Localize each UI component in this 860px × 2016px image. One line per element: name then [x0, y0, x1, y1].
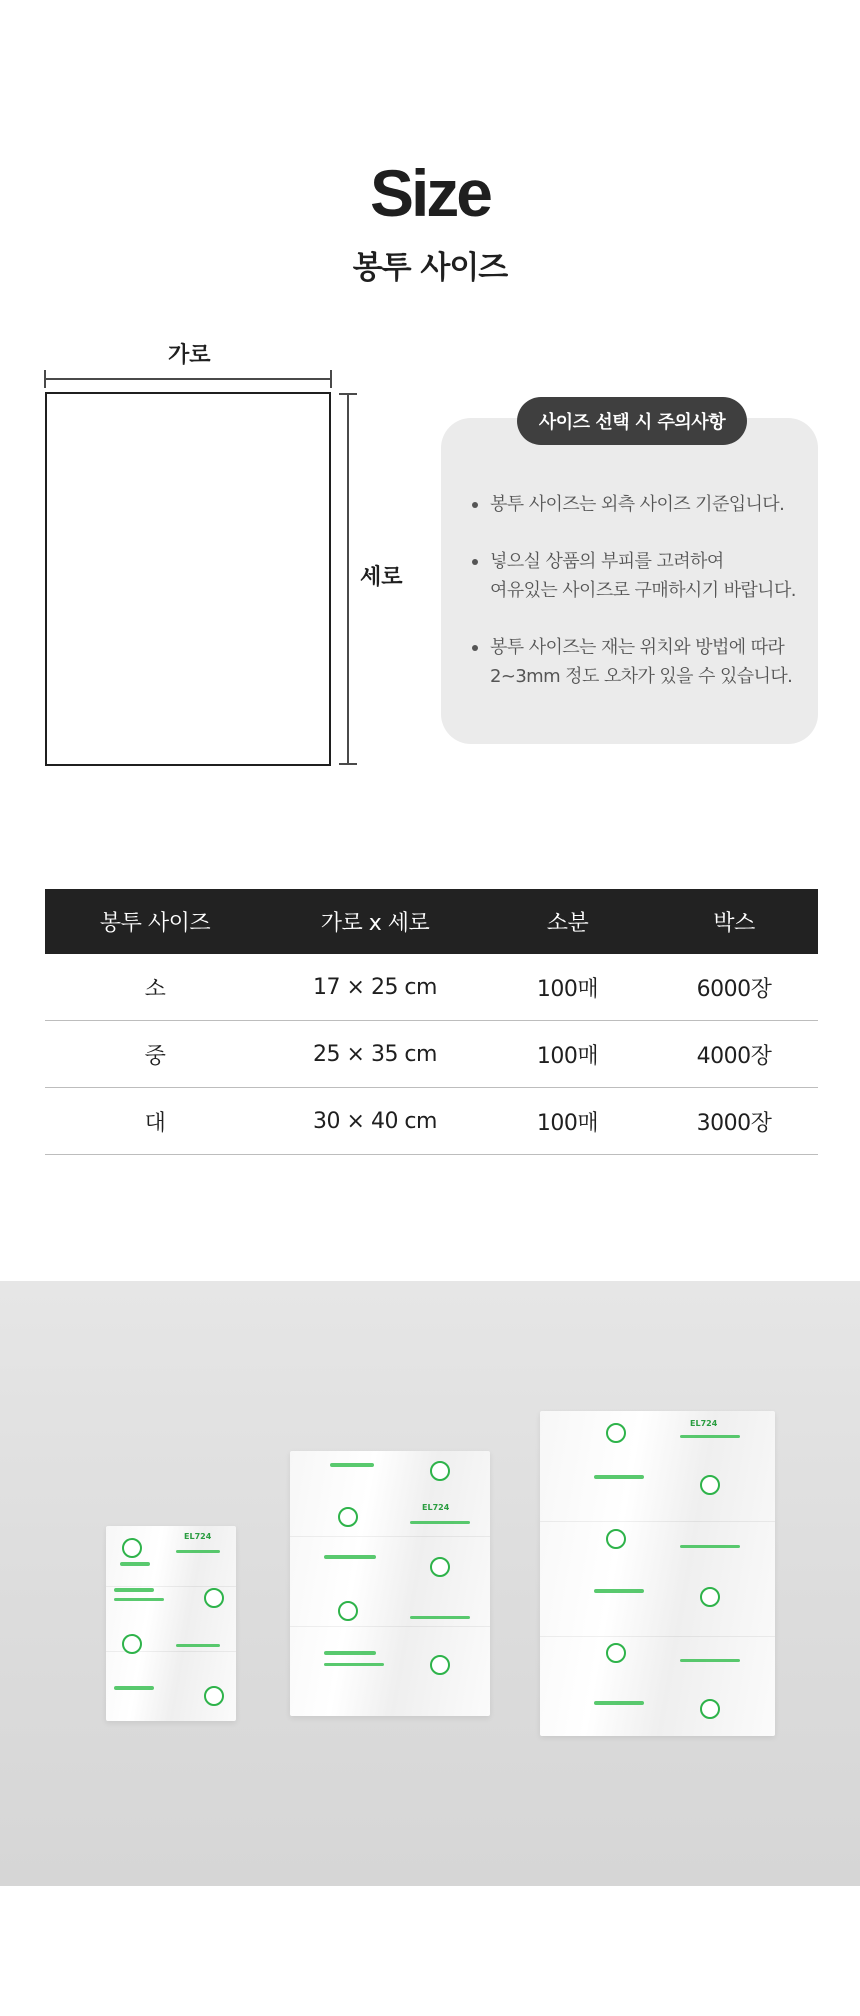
- width-label: 가로: [168, 343, 211, 368]
- leaf-mark-icon: [700, 1699, 720, 1719]
- recycle-mark-icon: [606, 1643, 626, 1663]
- table-cell: 30 × 40 cm: [265, 1088, 485, 1155]
- bag-small-image: [106, 1526, 236, 1721]
- recycle-mark-icon: [122, 1634, 142, 1654]
- table-header-cell: 가로 x 세로: [265, 889, 485, 954]
- recycle-mark-icon: [338, 1507, 358, 1527]
- table-cell: 100매: [485, 1021, 650, 1088]
- width-dimension-line: [44, 378, 332, 380]
- notice-list: [470, 490, 810, 719]
- page-title: Size: [369, 156, 491, 230]
- table-cell: 100매: [485, 954, 650, 1021]
- notice-item: [470, 490, 810, 519]
- notice-line: 2~3mm 정도 오차가 있을 수 있습니다.: [490, 666, 793, 687]
- height-label: 세로: [360, 565, 403, 590]
- table-cell: 중: [45, 1021, 265, 1088]
- notice-badge: 사이즈 선택 시 주의사항: [517, 397, 747, 445]
- notice-item: [470, 547, 810, 605]
- leaf-mark-icon: [430, 1461, 450, 1481]
- page-subtitle: 봉투 사이즈: [352, 250, 508, 286]
- notice-line: 봉투 사이즈는 재는 위치와 방법에 따라: [490, 637, 785, 658]
- table-header-cell: 박스: [650, 889, 818, 954]
- table-cell: 6000장: [650, 954, 818, 1021]
- height-dimension-tick-bottom: [339, 763, 357, 765]
- table-cell: 17 × 25 cm: [265, 954, 485, 1021]
- notice-line: 넣으실 상품의 부피를 고려하여: [490, 551, 724, 572]
- table-row: [45, 954, 818, 1021]
- table-header-cell: 소분: [485, 889, 650, 954]
- notice-item: [470, 633, 810, 691]
- recycle-mark-icon: [122, 1538, 142, 1558]
- width-dimension-tick-left: [44, 370, 46, 388]
- bag-print-label: EL724: [422, 1503, 450, 1512]
- size-table: [45, 889, 818, 1155]
- table-cell: 100매: [485, 1088, 650, 1155]
- table-header-cell: 봉투 사이즈: [45, 889, 265, 954]
- bag-print-label: EL724: [690, 1419, 718, 1428]
- leaf-mark-icon: [204, 1588, 224, 1608]
- notice-line: 봉투 사이즈는 외측 사이즈 기준입니다.: [490, 494, 785, 515]
- recycle-mark-icon: [338, 1601, 358, 1621]
- bag-outline-diagram: [45, 392, 331, 766]
- table-cell: 소: [45, 954, 265, 1021]
- table-row: [45, 1021, 818, 1088]
- table-cell: 3000장: [650, 1088, 818, 1155]
- notice-line: 여유있는 사이즈로 구매하시기 바랍니다.: [490, 580, 796, 601]
- leaf-mark-icon: [700, 1587, 720, 1607]
- height-dimension-tick-top: [339, 393, 357, 395]
- table-cell: 대: [45, 1088, 265, 1155]
- height-dimension-line: [347, 393, 349, 765]
- leaf-mark-icon: [700, 1475, 720, 1495]
- table-row: [45, 1088, 818, 1155]
- table-cell: 25 × 35 cm: [265, 1021, 485, 1088]
- table-cell: 4000장: [650, 1021, 818, 1088]
- width-dimension-tick-right: [330, 370, 332, 388]
- product-photo: [0, 1281, 860, 1886]
- leaf-mark-icon: [430, 1557, 450, 1577]
- recycle-mark-icon: [606, 1529, 626, 1549]
- leaf-mark-icon: [204, 1686, 224, 1706]
- bag-print-label: EL724: [184, 1532, 212, 1541]
- leaf-mark-icon: [430, 1655, 450, 1675]
- bag-medium-image: [290, 1451, 490, 1716]
- bag-large-image: [540, 1411, 775, 1736]
- recycle-mark-icon: [606, 1423, 626, 1443]
- table-header-row: [45, 889, 818, 954]
